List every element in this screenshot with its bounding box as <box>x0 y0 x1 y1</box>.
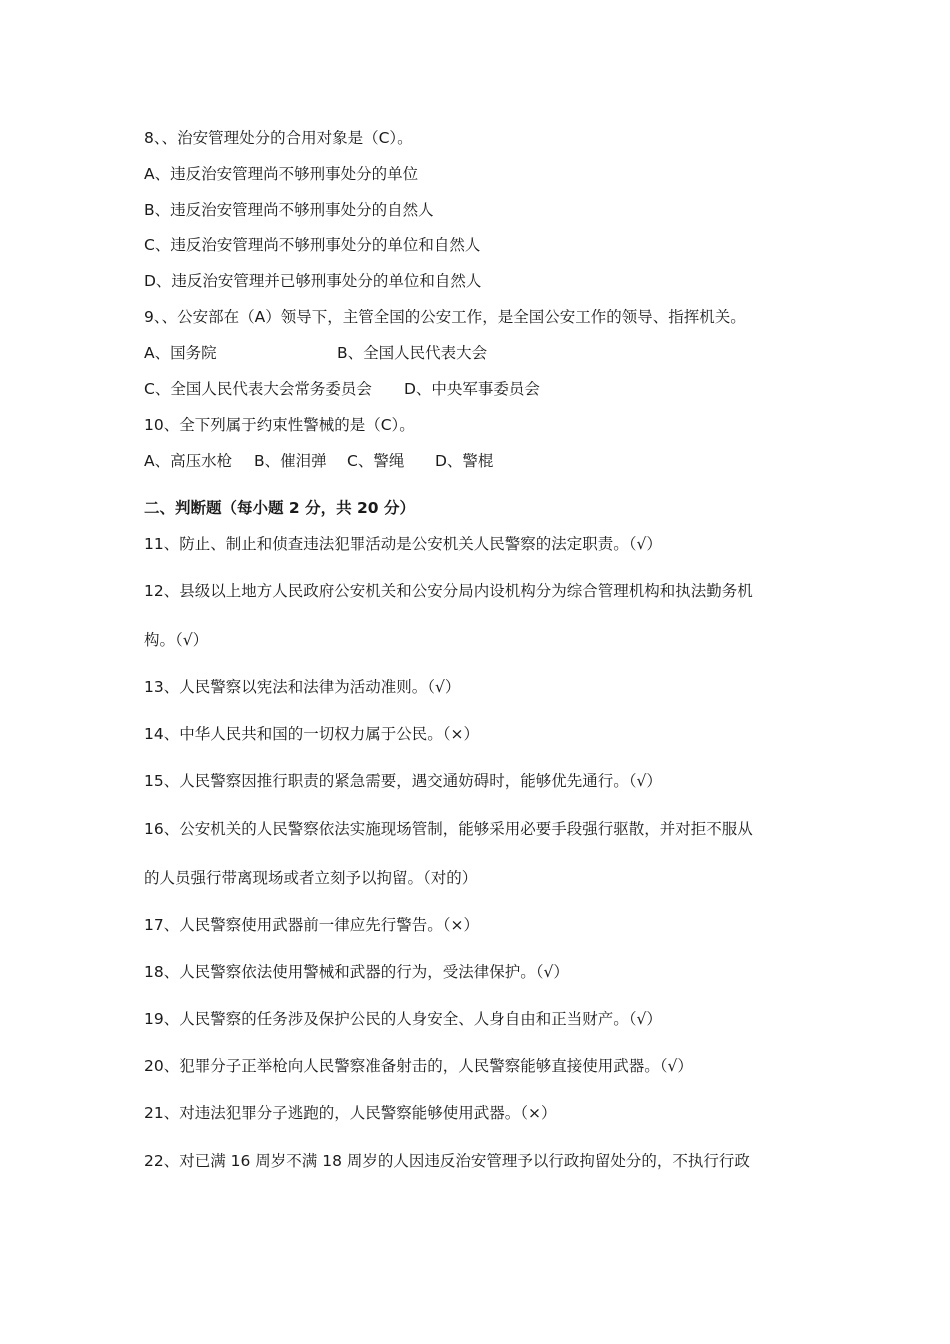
question-10-option-b: B、催泪弹 <box>254 452 327 470</box>
question-8-option-d: D、违反治安管理并已够刑事处分的单位和自然人 <box>144 272 482 290</box>
question-9-stem: 9、、公安部在（A）领导下，主管全国的公安工作，是全国公安工作的领导、指挥机关。 <box>144 308 746 326</box>
tf-item-12-line-1: 12、县级以上地方人民政府公安机关和公安分局内设机构分为综合管理机构和执法勤务机 <box>144 582 753 600</box>
tf-item-11: 11、防止、制止和侦查违法犯罪活动是公安机关人民警察的法定职责。（√） <box>144 535 662 553</box>
tf-item-12-line-2: 构。（√） <box>144 631 209 649</box>
tf-item-22-line-1: 22、对已满 16 周岁不满 18 周岁的人因违反治安管理予以行政拘留处分的，不执行行政 <box>144 1152 750 1170</box>
tf-item-21: 21、对违法犯罪分子逃跑的，人民警察能够使用武器。（×） <box>144 1104 557 1122</box>
section-2-heading: 二、判断题（每小题 2 分，共 20 分） <box>144 499 415 517</box>
tf-item-15: 15、人民警察因推行职责的紧急需要，遇交通妨碍时，能够优先通行。（√） <box>144 772 662 790</box>
tf-item-14: 14、中华人民共和国的一切权力属于公民。（×） <box>144 725 479 743</box>
question-10-option-a: A、高压水枪 <box>144 452 233 470</box>
question-9-option-a: A、国务院 <box>144 344 217 362</box>
tf-item-20: 20、犯罪分子正举枪向人民警察准备射击的，人民警察能够直接使用武器。（√） <box>144 1057 693 1075</box>
tf-item-13: 13、人民警察以宪法和法律为活动准则。（√） <box>144 678 461 696</box>
tf-item-16-line-2: 的人员强行带离现场或者立刻予以拘留。（对的） <box>144 869 478 887</box>
question-8-option-a: A、违反治安管理尚不够刑事处分的单位 <box>144 165 419 183</box>
tf-item-17: 17、人民警察使用武器前一律应先行警告。（×） <box>144 916 479 934</box>
question-10-option-d: D、警棍 <box>435 452 494 470</box>
question-9-option-b: B、全国人民代表大会 <box>337 344 488 362</box>
question-9-option-d: D、中央军事委员会 <box>404 380 540 398</box>
question-8-option-c: C、违反治安管理尚不够刑事处分的单位和自然人 <box>144 236 481 254</box>
tf-item-19: 19、人民警察的任务涉及保护公民的人身安全、人身自由和正当财产。（√） <box>144 1010 662 1028</box>
question-9-option-c: C、全国人民代表大会常务委员会 <box>144 380 372 398</box>
question-10-stem: 10、全下列属于约束性警械的是（C）。 <box>144 416 415 434</box>
tf-item-18: 18、人民警察依法使用警械和武器的行为，受法律保护。（√） <box>144 963 569 981</box>
question-9-options-row-1 <box>144 342 487 364</box>
question-10-options-row <box>144 450 493 472</box>
question-10-option-c: C、警绳 <box>347 452 405 470</box>
question-8-option-b: B、违反治安管理尚不够刑事处分的自然人 <box>144 201 434 219</box>
question-8-stem: 8、、治安管理处分的合用对象是（C）。 <box>144 129 413 147</box>
tf-item-16-line-1: 16、公安机关的人民警察依法实施现场管制，能够采用必要手段强行驱散，并对拒不服从 <box>144 820 753 838</box>
question-9-options-row-2 <box>144 378 540 400</box>
